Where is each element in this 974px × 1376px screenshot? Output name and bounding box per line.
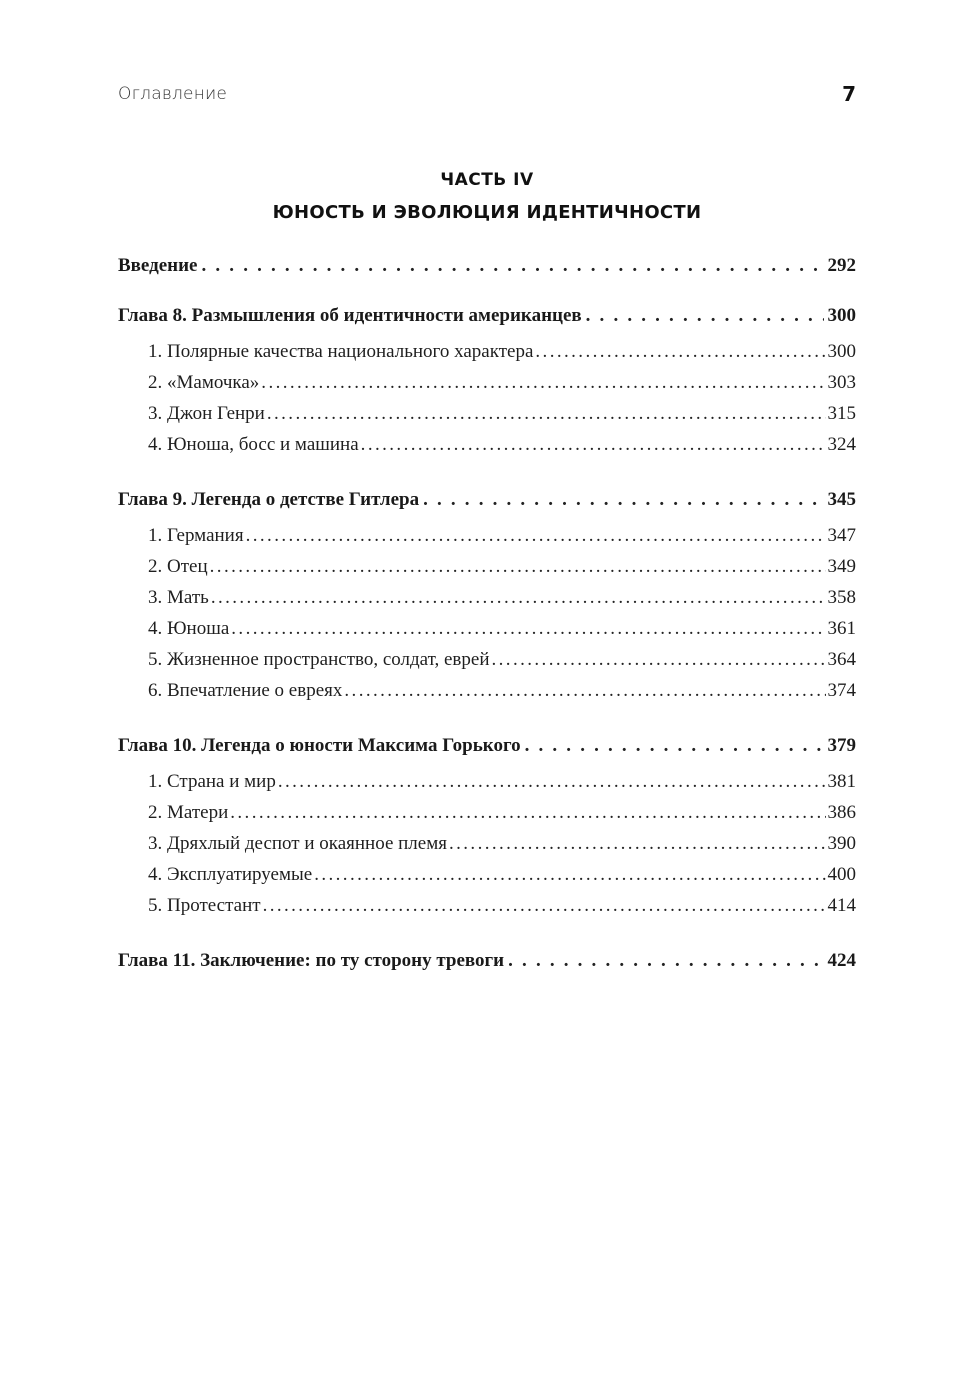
toc-entry-page: 349: [827, 556, 856, 577]
toc-entry-page: 364: [827, 649, 856, 670]
toc-entry-title: 2. Матери: [148, 802, 229, 823]
toc-entry-page: 386: [827, 802, 856, 823]
toc-section-entry[interactable]: [118, 520, 856, 551]
toc-entry-page: 292: [827, 255, 856, 276]
toc-chapter-block: [118, 486, 856, 706]
toc-section-entry[interactable]: [118, 582, 856, 613]
toc-section-entry[interactable]: [118, 336, 856, 367]
dot-leader: [261, 367, 825, 398]
toc-spacer: [118, 460, 856, 486]
toc-section-entry[interactable]: [118, 797, 856, 828]
toc-entry-page: 361: [827, 618, 856, 639]
dot-leader: [586, 302, 824, 330]
dot-leader: [231, 613, 825, 644]
table-of-contents: [118, 252, 856, 975]
toc-entry-title: Глава 11. Заключение: по ту сторону тревоги: [118, 950, 505, 971]
dot-leader: [314, 859, 825, 890]
toc-entry-title: 6. Впечатление о евреях: [148, 680, 343, 701]
toc-entry-page: 300: [827, 341, 856, 362]
toc-entry-page: 315: [827, 403, 856, 424]
toc-section-entry[interactable]: [118, 613, 856, 644]
toc-chapter-block: [118, 302, 856, 460]
toc-entry-page: 379: [827, 735, 856, 756]
running-head-title: Оглавление: [118, 84, 228, 104]
toc-section-entry[interactable]: [118, 828, 856, 859]
dot-leader: [361, 429, 826, 460]
toc-entry-page: 345: [827, 489, 856, 510]
toc-entry-page: 381: [827, 771, 856, 792]
dot-leader: [246, 520, 826, 551]
dot-leader: [535, 336, 825, 367]
toc-entry-title: Глава 9. Легенда о детстве Гитлера: [118, 489, 420, 510]
toc-entry-title: 4. Юноша, босс и машина: [148, 434, 359, 455]
toc-section-entry[interactable]: [118, 551, 856, 582]
toc-section-entry[interactable]: [118, 890, 856, 921]
dot-leader: [492, 644, 826, 675]
toc-chapter-entry[interactable]: [118, 947, 856, 975]
toc-entry-title: Глава 8. Размышления об идентичности американцев: [118, 305, 582, 326]
toc-section-entry[interactable]: [118, 398, 856, 429]
toc-chapter-entry[interactable]: [118, 302, 856, 330]
dot-leader: [202, 252, 824, 280]
toc-entry-page: 400: [827, 864, 856, 885]
part-number: ЧАСТЬ IV: [440, 170, 534, 190]
toc-entry-title: 3. Джон Генри: [148, 403, 265, 424]
toc-intro-entry[interactable]: [118, 252, 856, 280]
toc-entry-page: 300: [827, 305, 856, 326]
dot-leader: [267, 398, 826, 429]
toc-chapters: [118, 280, 856, 975]
dot-leader: [230, 797, 825, 828]
toc-entry-title: 2. Отец: [148, 556, 208, 577]
toc-section-entry[interactable]: [118, 429, 856, 460]
toc-section-entry[interactable]: [118, 675, 856, 706]
toc-spacer: [118, 706, 856, 732]
toc-entry-page: 303: [827, 372, 856, 393]
part-title: ЮНОСТЬ И ЭВОЛЮЦИЯ ИДЕНТИЧНОСТИ: [272, 202, 702, 223]
toc-entry-title: 1. Страна и мир: [148, 771, 276, 792]
toc-entry-title: 3. Мать: [148, 587, 209, 608]
toc-entry-title: 4. Юноша: [148, 618, 230, 639]
toc-entry-title: 3. Дряхлый деспот и окаянное племя: [148, 833, 447, 854]
toc-spacer: [118, 921, 856, 947]
toc-chapter-entry[interactable]: [118, 732, 856, 760]
page-number: 7: [842, 82, 856, 106]
toc-entry-page: 390: [827, 833, 856, 854]
toc-spacer: [118, 280, 856, 302]
dot-leader: [525, 732, 824, 760]
dot-leader: [344, 675, 825, 706]
toc-chapter-block: [118, 732, 856, 921]
toc-entry-page: 358: [827, 587, 856, 608]
toc-entry-title: Введение: [118, 255, 198, 276]
toc-section-entry[interactable]: [118, 859, 856, 890]
toc-chapter-block: [118, 947, 856, 975]
toc-entry-title: Глава 10. Легенда о юности Максима Горького: [118, 735, 521, 756]
dot-leader: [210, 551, 826, 582]
toc-entry-page: 424: [827, 950, 856, 971]
toc-chapter-entry[interactable]: [118, 486, 856, 514]
toc-section-entry[interactable]: [118, 367, 856, 398]
running-head: [118, 82, 856, 110]
dot-leader: [278, 766, 826, 797]
toc-entry-page: 324: [827, 434, 856, 455]
dot-leader: [211, 582, 826, 613]
toc-entry-title: 4. Эксплуатируемые: [148, 864, 313, 885]
toc-entry-page: 414: [827, 895, 856, 916]
toc-entry-title: 5. Протестант: [148, 895, 261, 916]
toc-entry-page: 347: [827, 525, 856, 546]
dot-leader: [508, 947, 823, 975]
toc-entry-title: 5. Жизненное пространство, солдат, еврей: [148, 649, 490, 670]
dot-leader: [263, 890, 826, 921]
dot-leader: [423, 486, 823, 514]
toc-entry-title: 1. Германия: [148, 525, 244, 546]
toc-section-entry[interactable]: [118, 766, 856, 797]
toc-entry-title: 1. Полярные качества национального характера: [148, 341, 534, 362]
toc-section-entry[interactable]: [118, 644, 856, 675]
toc-entry-page: 374: [827, 680, 856, 701]
dot-leader: [449, 828, 826, 859]
toc-entry-title: 2. «Мамочка»: [148, 372, 260, 393]
